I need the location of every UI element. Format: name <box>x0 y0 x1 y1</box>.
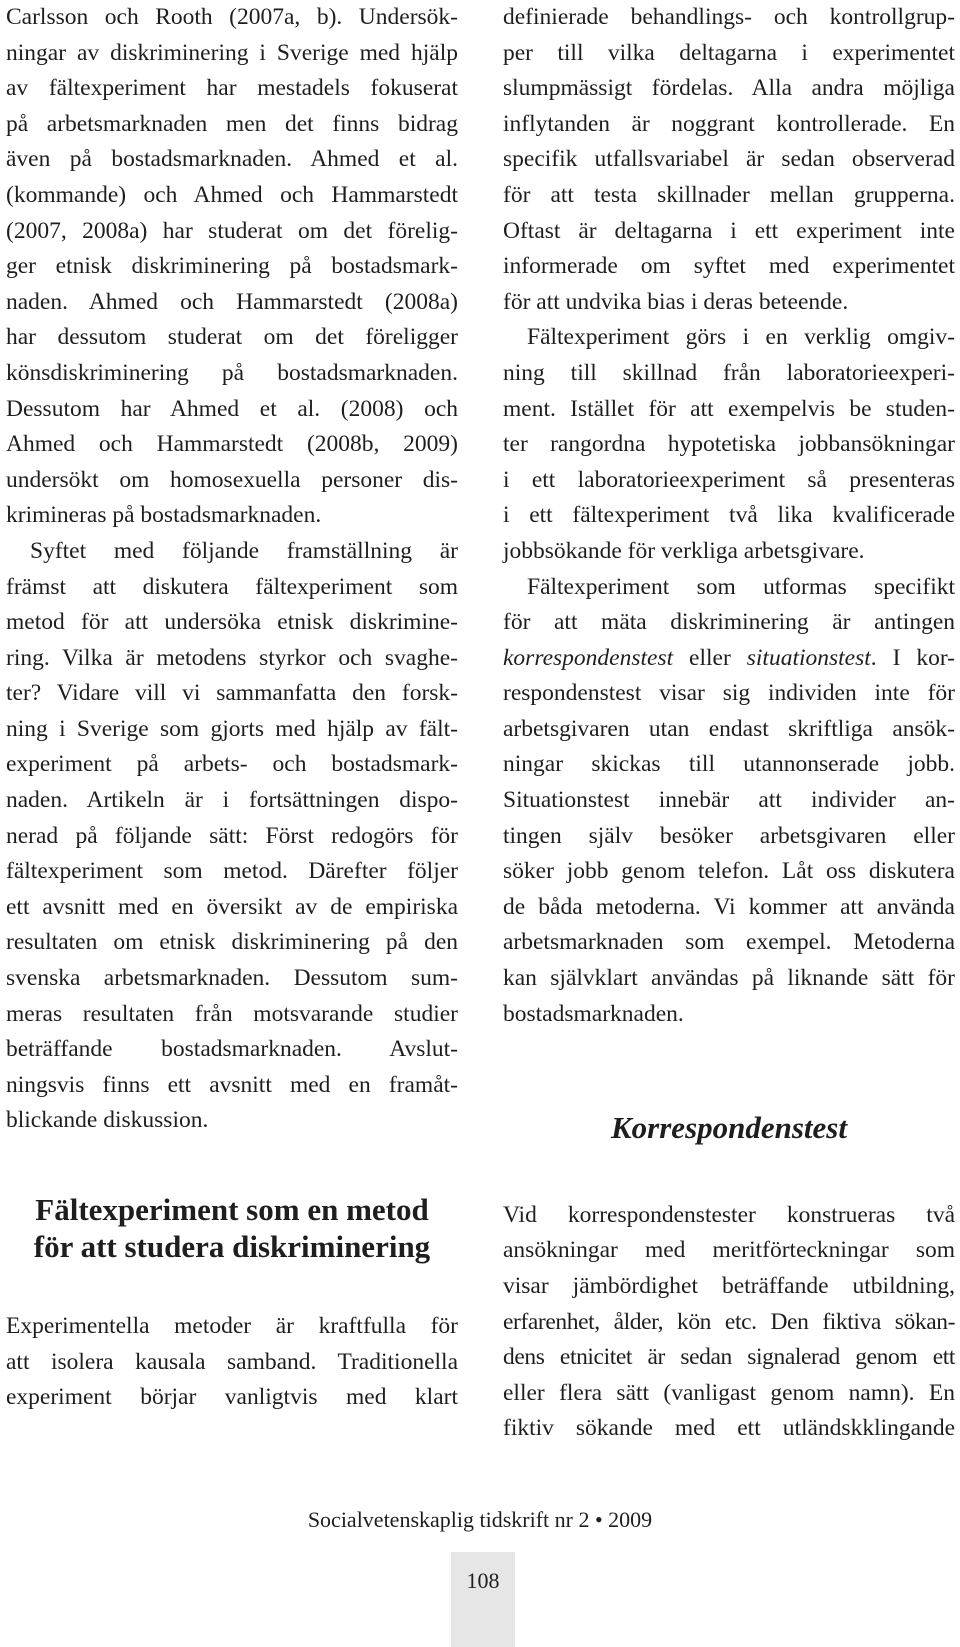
text-line: tingen själv besöker arbetsgivaren eller <box>503 822 955 849</box>
text-line: ningsvis finns ett avsnitt med en framåt- <box>6 1071 458 1098</box>
text-line: ning i Sverige som gjorts med hjälp av fält- <box>6 715 458 742</box>
text-line: resultaten om etnisk diskriminering på den <box>6 929 458 956</box>
page-number-box <box>451 1552 515 1647</box>
text-line: visar jämbördighet beträffande utbildning, <box>503 1273 955 1299</box>
heading-line: för att studera diskriminering <box>33 1229 431 1264</box>
text-line: specifik utfallsvariabel är sedan observerad <box>503 146 955 173</box>
text-line: definierade behandlings- och kontrollgrup- <box>503 4 955 30</box>
text-line: ring. Vilka är metodens styrkor och svaghe- <box>6 644 458 671</box>
text-line: kan självklart användas på liknande sätt för <box>503 965 955 992</box>
text-line: jobbsökande för verkliga arbetsgivare. <box>503 537 865 564</box>
section-spacer <box>503 1146 955 1198</box>
text-line: ning till skillnad från laboratorieexperi- <box>503 359 955 386</box>
text-line: ter rangordna hypotetiska jobbansökningar <box>503 431 955 458</box>
inline-text: . I kor- <box>870 644 955 671</box>
text-line: könsdiskriminering på bostadsmarknaden. <box>6 359 458 386</box>
text-line: i ett fältexperiment två lika kvalificerade <box>503 502 955 529</box>
text-line: ansökningar med meritförteckningar som <box>503 1237 955 1264</box>
paragraph-intro-references <box>6 0 458 534</box>
text-line: (2007, 2008a) har studerat om det förelig- <box>6 217 458 244</box>
text-line: metod för att undersöka etnisk diskrimine- <box>6 609 458 636</box>
text-line: Fältexperiment som utformas specifikt <box>527 573 955 600</box>
text-line: även på bostadsmarknaden. Ahmed et al. <box>6 146 458 173</box>
text-line: ger etnisk diskriminering på bostadsmark- <box>6 253 458 280</box>
text-line: Situationstest innebär att individer an- <box>503 787 955 814</box>
text-line: för att testa skillnader mellan grupperna. <box>503 181 955 208</box>
text-line: eller flera sätt (vanligast genom namn). En <box>503 1379 955 1406</box>
journal-footer: Socialvetenskaplig tidskrift nr 2 • 2009 <box>307 1507 653 1532</box>
text-line: dens etnicitet är sedan signalerad genom ett <box>503 1344 955 1371</box>
paragraph-field-experiments <box>503 320 955 569</box>
paragraph-treatment-groups <box>503 0 955 320</box>
text-line: respondenstest visar sig individen inte för <box>503 680 955 707</box>
text-line: Experimentella metoder är kraftfulla för <box>6 1313 458 1339</box>
text-line: fältexperiment som metod. Därefter följer <box>6 858 458 885</box>
subsection-heading: Korrespondenstest <box>611 1110 847 1146</box>
text-line: arbetsmarknaden som exempel. Metoderna <box>503 929 955 956</box>
section-heading <box>6 1191 458 1265</box>
paragraph-test-types <box>503 570 955 1033</box>
paragraph-experimental-methods <box>6 1309 458 1416</box>
text-line: Dessutom har Ahmed et al. (2008) och <box>6 395 458 422</box>
text-line <box>503 641 955 677</box>
text-line: har dessutom studerat om det föreligger <box>6 324 458 351</box>
text-line: bostadsmarknaden. <box>503 1000 684 1027</box>
section-spacer <box>503 1032 955 1110</box>
text-line: naden. Ahmed och Hammarstedt (2008a) <box>6 288 458 315</box>
text-line: experiment på arbets- och bostadsmark- <box>6 751 458 778</box>
text-line: Ahmed och Hammarstedt (2008b, 2009) <box>6 431 458 458</box>
text-line: naden. Artikeln är i fortsättningen dispo- <box>6 787 458 814</box>
text-line: arbetsgivaren utan endast skriftliga ansök- <box>503 715 955 742</box>
text-line: av fältexperiment har mestadels fokuserat <box>6 75 458 102</box>
text-line: ningar skickas till utannonserade jobb. <box>503 751 955 778</box>
text-line: de båda metoderna. Vi kommer att använda <box>503 893 955 920</box>
text-line: Oftast är deltagarna i ett experiment inte <box>503 217 955 244</box>
text-line: nerad på följande sätt: Först redogörs för <box>6 822 458 849</box>
heading-line: Fältexperiment som en metod <box>35 1192 429 1227</box>
text-line: på arbetsmarknaden men det finns bidrag <box>6 110 458 137</box>
section-spacer <box>6 1139 458 1191</box>
text-line: erfarenhet, ålder, kön etc. Den fiktiva sökan- <box>503 1308 955 1335</box>
text-line: för att mäta diskriminering är antingen <box>503 609 955 636</box>
text-line: ter? Vidare vill vi sammanfatta den forsk- <box>6 680 458 707</box>
text-line: (kommande) och Ahmed och Hammarstedt <box>6 181 458 208</box>
text-line: beträffande bostadsmarknaden. Avslut- <box>6 1036 458 1063</box>
text-line: för att undvika bias i deras beteende. <box>503 288 849 315</box>
text-line: slumpmässigt fördelas. Alla andra möjliga <box>503 75 955 102</box>
text-line: fiktiv sökande med ett utländskklingande <box>503 1415 955 1442</box>
text-line: experiment börjar vanligtvis med klart <box>6 1384 458 1411</box>
text-line: undersökt om homosexuella personer dis- <box>6 466 458 493</box>
left-column <box>6 0 458 1416</box>
inline-text: eller <box>673 644 747 671</box>
text-line: främst att diskutera fältexperiment som <box>6 573 458 600</box>
term-korrespondenstest: korrespondenstest <box>503 644 674 671</box>
right-column <box>503 0 955 1447</box>
text-line: söker jobb genom telefon. Låt oss diskutera <box>503 858 955 885</box>
text-line: ningar av diskriminering i Sverige med hjälp <box>6 39 458 66</box>
term-situationstest: situationstest <box>746 644 871 671</box>
section-spacer <box>6 1265 458 1309</box>
text-line: i ett laboratorieexperiment så presenteras <box>503 466 955 493</box>
text-line: krimineras på bostadsmarknaden. <box>6 502 322 529</box>
text-line: inflytanden är noggrant kontrollerade. En <box>503 110 955 137</box>
page-number: 108 <box>466 1568 500 1593</box>
text-line: blickande diskussion. <box>6 1107 209 1134</box>
paragraph-purpose <box>6 534 458 1139</box>
text-line: Vid korrespondenstester konstrueras två <box>503 1201 955 1228</box>
paragraph-correspondence-tests <box>503 1198 955 1447</box>
text-line: Fältexperiment görs i en verklig omgiv- <box>527 324 955 351</box>
text-line: informerade om syftet med experimentet <box>503 253 955 280</box>
text-line: att isolera kausala samband. Traditionella <box>6 1348 458 1375</box>
text-line: svenska arbetsmarknaden. Dessutom sum- <box>6 965 458 992</box>
text-line: Carlsson och Rooth (2007a, b). Undersök- <box>6 4 458 30</box>
text-line: ment. Istället för att exempelvis be studen- <box>503 395 955 422</box>
text-line: ett avsnitt med en översikt av de empiriska <box>6 893 458 920</box>
text-line: meras resultaten från motsvarande studier <box>6 1000 458 1027</box>
text-line: per till vilka deltagarna i experimentet <box>503 39 955 66</box>
text-line: Syftet med följande framställning är <box>30 537 458 564</box>
